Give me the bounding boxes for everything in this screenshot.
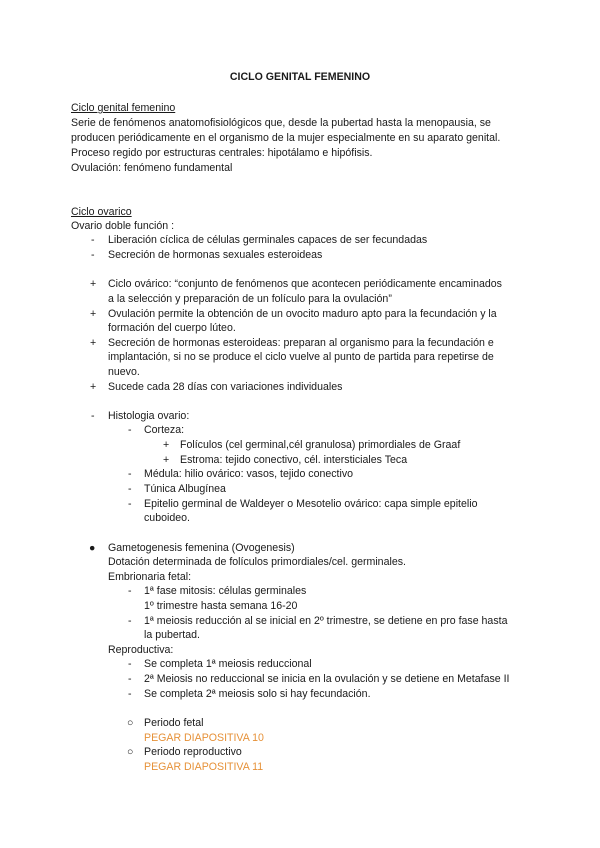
list-item: 1ª fase mitosis: células germinales bbox=[144, 585, 307, 597]
dash-marker: - bbox=[128, 585, 132, 597]
list-item: Liberación cíclica de células germinales capaces de ser fecundadas bbox=[108, 234, 428, 246]
dash-marker: - bbox=[128, 615, 132, 627]
dash-marker: - bbox=[91, 410, 95, 422]
section-heading-ciclo-ovarico: Ciclo ovarico bbox=[71, 206, 132, 218]
paragraph-line: producen periódicamente en el organismo de la mujer especialmente en su aparato genital. bbox=[71, 132, 501, 144]
plus-marker: + bbox=[163, 454, 170, 466]
list-item-continued: formación del cuerpo lúteo. bbox=[108, 322, 236, 334]
placeholder-note: PEGAR DIAPOSITIVA 11 bbox=[144, 761, 264, 773]
list-item: Se completa 2ª meiosis solo si hay fecundación. bbox=[144, 688, 371, 700]
dash-marker: - bbox=[128, 688, 132, 700]
list-item: Secreción de hormonas esteroideas: preparan al organismo para la fecundación e bbox=[108, 337, 494, 349]
dash-marker: - bbox=[128, 424, 132, 436]
list-item: Túnica Albugínea bbox=[144, 483, 226, 495]
dash-marker: - bbox=[128, 483, 132, 495]
list-item: Estroma: tejido conectivo, cél. intersticiales Teca bbox=[180, 454, 408, 466]
periodo-fetal-label: Periodo fetal bbox=[144, 717, 204, 729]
dash-marker: - bbox=[91, 249, 95, 261]
plus-marker: + bbox=[90, 308, 97, 320]
section-heading-ciclo-genital: Ciclo genital femenino bbox=[71, 102, 176, 114]
paragraph-line: Ovulación: fenómeno fundamental bbox=[71, 162, 233, 174]
list-item: Sucede cada 28 días con variaciones individuales bbox=[108, 381, 343, 393]
plus-marker: + bbox=[90, 337, 97, 349]
intro-line: Ovario doble función : bbox=[71, 220, 175, 232]
histologia-label: Histologia ovario: bbox=[108, 410, 190, 422]
gametogenesis-heading: Gametogenesis femenina (Ovogenesis) bbox=[108, 542, 295, 554]
dash-marker: - bbox=[128, 498, 132, 510]
plus-marker: + bbox=[90, 278, 97, 290]
list-item-continued: la pubertad. bbox=[144, 629, 200, 641]
list-item-continued: implantación, si no se produce el ciclo vuelve al punto de partida para repetirse de bbox=[108, 351, 494, 363]
plus-marker: + bbox=[90, 381, 97, 393]
list-item: Se completa 1ª meiosis reduccional bbox=[144, 658, 312, 670]
list-item: Epitelio germinal de Waldeyer o Mesotelio ovárico: capa simple epitelio bbox=[144, 498, 478, 510]
periodo-reproductivo-label: Periodo reproductivo bbox=[144, 746, 242, 758]
page-title: CICLO GENITAL FEMENINO bbox=[229, 71, 371, 83]
list-item: Ovulación permite la obtención de un ovocito maduro apto para la fecundación y la bbox=[108, 308, 497, 320]
list-item: Folículos (cel germinal,cél granulosa) primordiales de Graaf bbox=[180, 439, 461, 451]
list-item-continued: cuboideo. bbox=[144, 512, 190, 524]
list-item: Secreción de hormonas sexuales esteroideas bbox=[108, 249, 323, 261]
paragraph-line: Dotación determinada de folículos primordiales/cel. germinales. bbox=[108, 556, 406, 568]
dash-marker: - bbox=[128, 468, 132, 480]
list-item: Ciclo ovárico: “conjunto de fenómenos que acontecen periódicamente encaminados bbox=[108, 278, 502, 290]
dash-marker: - bbox=[91, 234, 95, 246]
list-item: Médula: hilio ovárico: vasos, tejido conectivo bbox=[144, 468, 354, 480]
dash-marker: - bbox=[128, 658, 132, 670]
circle-marker: ○ bbox=[127, 746, 134, 758]
dash-marker: - bbox=[128, 673, 132, 685]
paragraph-line: Serie de fenómenos anatomofisiológicos que, desde la pubertad hasta la menopausia, se bbox=[71, 117, 491, 129]
circle-marker: ○ bbox=[127, 717, 134, 729]
list-item-continued: nuevo. bbox=[108, 366, 140, 378]
list-item-continued: a la selección y preparación de un folículo para la ovulación” bbox=[108, 293, 392, 305]
paragraph-line: Proceso regido por estructuras centrales: hipotálamo e hipófisis. bbox=[71, 147, 373, 159]
reproductiva-label: Reproductiva: bbox=[108, 644, 174, 656]
placeholder-note: PEGAR DIAPOSITIVA 10 bbox=[144, 732, 264, 744]
list-item: 1ª meiosis reducción al se inicial en 2º trimestre, se detiene en pro fase hasta bbox=[144, 615, 508, 627]
corteza-label: Corteza: bbox=[144, 424, 185, 436]
list-item-continued: 1º trimestre hasta semana 16-20 bbox=[144, 600, 298, 612]
fetal-label: Embrionaria fetal: bbox=[108, 571, 192, 583]
bullet-marker: ● bbox=[89, 542, 96, 554]
plus-marker: + bbox=[163, 439, 170, 451]
list-item: 2ª Meiosis no reduccional se inicia en la ovulación y se detiene en Metafase II bbox=[144, 673, 510, 685]
